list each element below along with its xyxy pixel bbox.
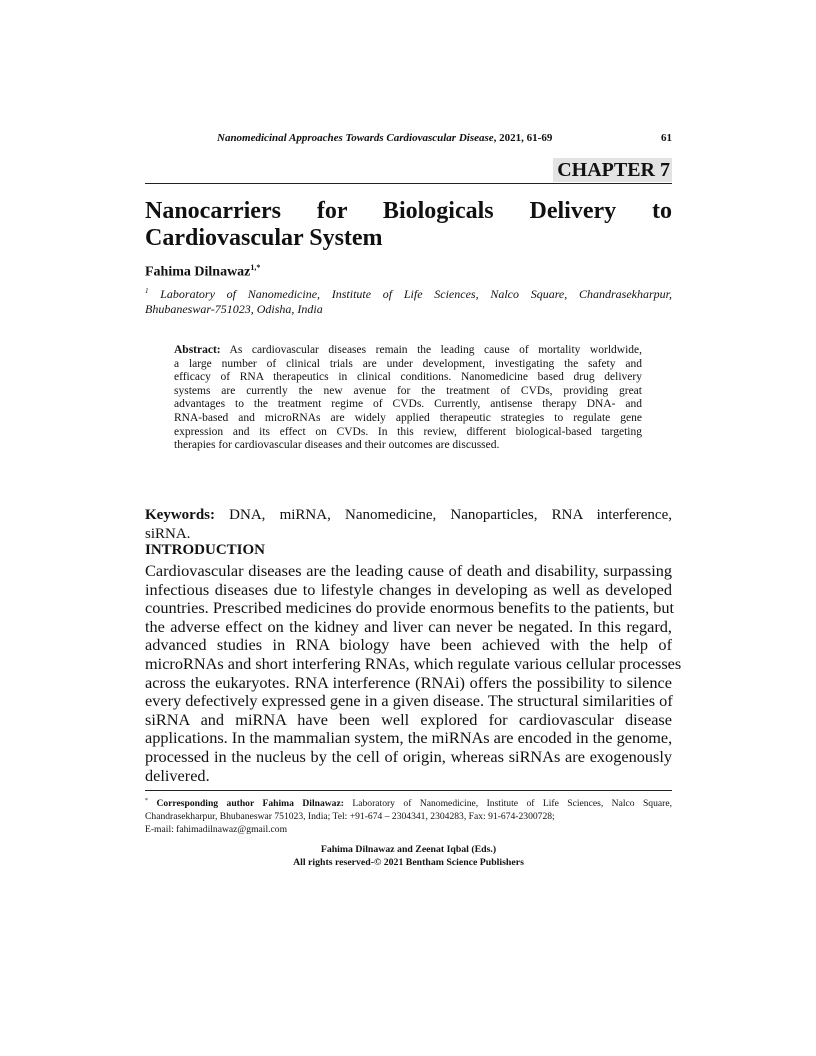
abstract-line: efficacy of RNA therapeutics in clinical conditions. Nanomedicine based drug delivery [174, 371, 642, 384]
section-heading: INTRODUCTION [145, 542, 266, 558]
title-line: Nanocarriers for Biologicals Delivery to [145, 198, 672, 224]
body-line: every defectively expressed gene in a given disease. The structural similarities of [145, 691, 673, 711]
book-title: Nanomedicinal Approaches Towards Cardiovascular Disease [217, 132, 494, 144]
body-line: Cardiovascular diseases are the leading cause of death and disability, surpassing [145, 561, 672, 580]
footnote-sup: * [145, 798, 148, 804]
editors: Fahima Dilnawaz and Zeenat Iqbal (Eds.) [320, 844, 497, 855]
chapter-title [145, 198, 672, 252]
body-line: across the eukaryotes. RNA interference (RNAi) offers the possibility to silence [145, 672, 672, 692]
footnote-line: Chandrasekharpur, Bhubaneswar 751023, India; Tel: +91-674 – 2304341, 2304283, Fax: 91-674-2300728; [145, 811, 555, 823]
affiliation [145, 284, 672, 317]
publisher-info [145, 843, 672, 869]
abstract-line: As cardiovascular diseases remain the leading cause of mortality worldwide, [220, 344, 642, 356]
body-line: applications. In the mammalian system, the miRNAs are encoded in the genome, [145, 728, 673, 748]
abstract-line: RNA-based and microRNAs are widely applied therapeutic strategies to regulate gene [174, 411, 642, 424]
footnote-email: E-mail: fahimadilnawaz@gmail.com [145, 824, 288, 836]
abstract-line: systems are currently the new avenue for the treatment of CVDs, providing great [174, 384, 642, 397]
author [145, 259, 260, 281]
abstract [174, 344, 642, 453]
keywords-line: DNA, miRNA, Nanomedicine, Nanoparticles, RNA interference, [215, 507, 672, 523]
footnote [145, 795, 672, 836]
keywords-label: Keywords: [145, 507, 215, 523]
affil-sup: 1 [145, 287, 149, 295]
title-line: Cardiovascular System [145, 225, 383, 251]
body-line: delivered. [145, 765, 210, 785]
copyright: All rights reserved-© 2021 Bentham Science Publishers [293, 857, 524, 868]
author-name: Fahima Dilnawaz [145, 264, 251, 280]
page-number: 61 [661, 132, 672, 144]
chapter-label: CHAPTER 7 [553, 158, 672, 182]
abstract-line: advantages to the treatment regime of CVDs. Currently, antisense therapy DNA- and [174, 398, 642, 411]
book-info: , 2021, 61-69 [493, 132, 553, 144]
divider [145, 183, 672, 184]
keywords [145, 506, 672, 544]
body-line: processed in the nucleus by the cell of origin, whereas siRNAs are exogenously [145, 746, 672, 766]
keywords-line: siRNA. [145, 526, 191, 542]
author-sup: 1,* [250, 263, 261, 272]
affil-line: Bhubaneswar-751023, Odisha, India [145, 302, 323, 316]
abstract-line: expression and its effect on CVDs. In this review, different biological-based targeting [174, 425, 642, 438]
abstract-line: a large number of clinical trials are under development, investigating the safety and [174, 357, 642, 370]
footnote-label: Corresponding author Fahima Dilnawaz: [156, 798, 344, 810]
body-line: the adverse effect on the kidney and liver can never be negated. In this regard, [145, 616, 672, 636]
body-line: microRNAs and short interfering RNAs, which regulate various cellular processes [145, 653, 682, 673]
affil-line: Laboratory of Nanomedicine, Institute of Life Sciences, Nalco Square, Chandrasekharpur, [160, 287, 672, 301]
body-line: advanced studies in RNA biology have been achieved with the help of [145, 635, 672, 655]
body-line: siRNA and miRNA have been well explored for cardiovascular disease [145, 709, 672, 729]
body-line: countries. Prescribed medicines do provide enormous benefits to the patients, but [145, 598, 675, 618]
abstract-line: therapies for cardiovascular diseases and their outcomes are discussed. [174, 439, 500, 452]
intro-paragraph [145, 561, 682, 785]
body-line: infectious diseases due to lifestyle changes in developing as well as developed [145, 579, 672, 599]
running-header [145, 132, 672, 146]
abstract-label: Abstract: [174, 344, 221, 356]
footnote-line: Laboratory of Nanomedicine, Institute of Life Sciences, Nalco Square, [343, 798, 673, 810]
footnote-divider [145, 790, 672, 791]
